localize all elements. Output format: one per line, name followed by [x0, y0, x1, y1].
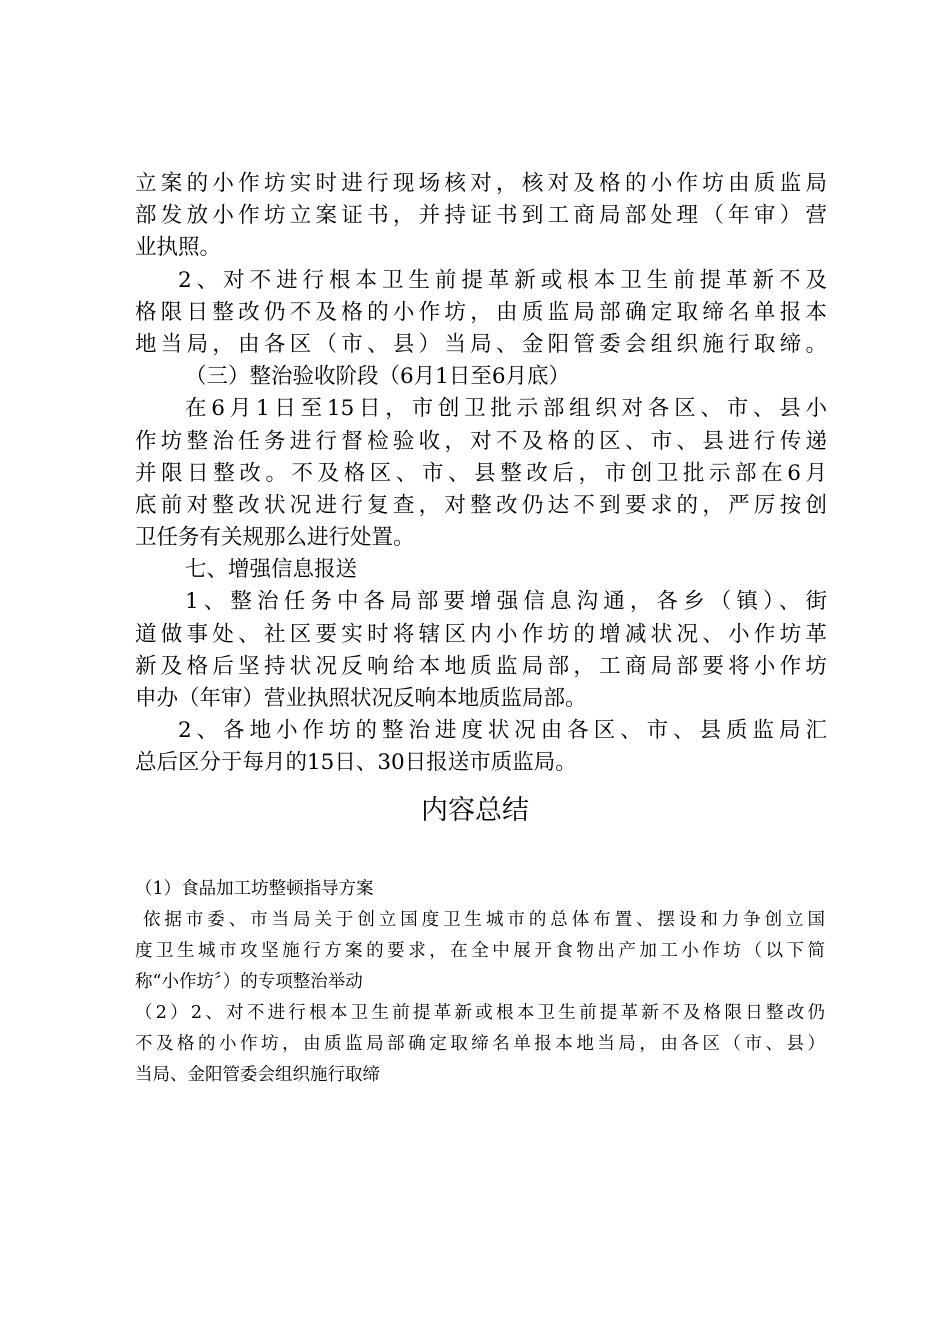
body-line: 并限日整改。不及格区、市、县整改后，市创卫批示部在6月 [135, 460, 827, 486]
summary-line: （2）2、对不进行根本卫生前提革新或根本卫生前提革新不及格限日整改仍 [135, 1003, 825, 1023]
section-heading: （三）整治验收阶段（6月1日至6月底） [185, 364, 571, 390]
body-line: 立案的小作坊实时进行现场核对，核对及格的小作坊由质监局 [135, 171, 827, 196]
summary-section [135, 874, 825, 1091]
body-line: 卫任务有关规那么进行处置。 [135, 525, 415, 551]
body-line: 总后区分于每月的15日、30日报送市质监局。 [135, 750, 577, 776]
body-line: 2、对不进行根本卫生前提革新或根本卫生前提革新不及 [178, 267, 827, 293]
summary-title: 内容总结 [421, 795, 529, 826]
body-line: 道做事处、社区要实时将辖区内小作坊的增减状况、小作坊革 [135, 621, 827, 647]
summary-line: 称“小作坊〞）的专项整治举动 [135, 972, 363, 992]
body-line: 业执照。 [135, 235, 222, 261]
body-line: 作坊整治任务进行督检验收，对不及格的区、市、县进行传递 [135, 428, 827, 454]
body-line: 1、整治任务中各局部要增强信息沟通，各乡（镇）、街 [185, 589, 827, 615]
summary-line: 当局、金阳管委会组织施行取缔 [135, 1065, 380, 1085]
section-heading: 七、增强信息报送 [185, 557, 358, 583]
body-line: 2、各地小作坊的整治进度状况由各区、市、县质监局汇 [178, 718, 827, 744]
body-line: 底前对整改状况进行复查，对整改仍达不到要求的，严厉按创 [135, 492, 827, 518]
body-text [135, 168, 827, 780]
summary-line: 不及格的小作坊，由质监局部确定取缔名单报本地当局，由各区（市、县） [135, 1034, 825, 1054]
summary-line: 度卫生城市攻坚施行方案的要求，在全中展开食物出产加工小作坊（以下简 [135, 941, 825, 961]
body-line: 地当局，由各区（市、县）当局、金阳管委会组织施行取缔。 [135, 331, 827, 357]
summary-line: （1）食品加工坊整顿指导方案 [135, 879, 374, 899]
body-line: 格限日整改仍不及格的小作坊，由质监局部确定取缔名单报本 [135, 299, 827, 325]
body-line: 在6月1日至15日，市创卫批示部组织对各区、市、县小 [185, 396, 827, 422]
summary-line: 依据市委、市当局关于创立国度卫生城市的总体布置、摆设和力争创立国 [143, 910, 825, 930]
body-line: 申办（年审）营业执照状况反响本地质监局部。 [135, 686, 587, 711]
body-line: 新及格后坚持状况反响给本地质监局部，工商局部要将小作坊 [135, 653, 827, 679]
body-line: 部发放小作坊立案证书，并持证书到工商局部处理（年审）营 [135, 203, 827, 229]
